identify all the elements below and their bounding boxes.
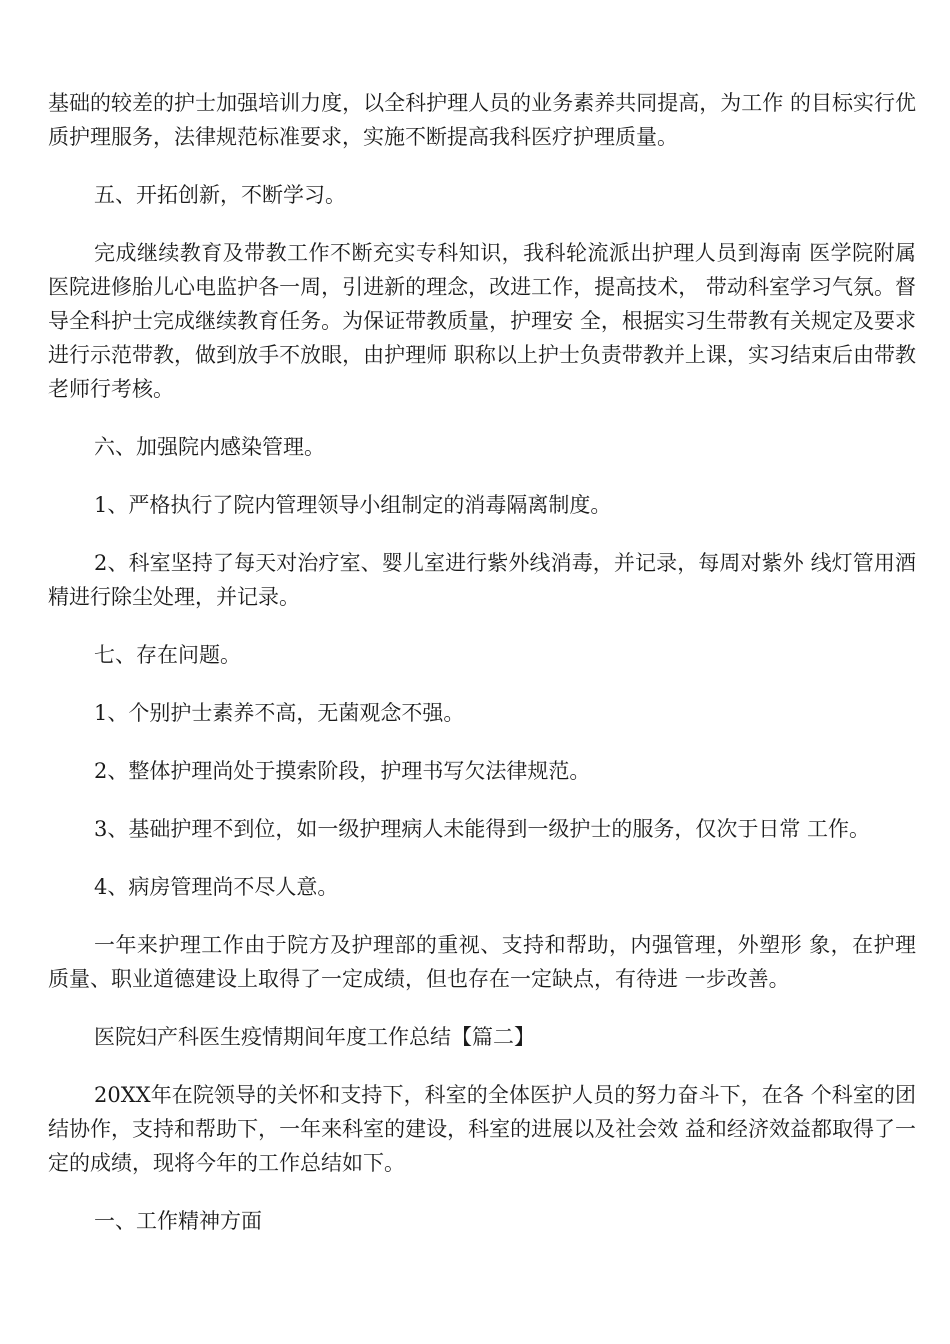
document-page — [48, 86, 916, 1262]
paragraph-continued: 基础的较差的护士加强培训力度，以全科护理人员的业务素养共同提高，为工作 的目标实行优质护理服务，法律规范标准要求，实施不断提高我科医疗护理质量。 — [48, 91, 916, 149]
section-heading-7: 七、存在问题。 — [94, 643, 241, 667]
paragraph-summary: 一年来护理工作由于院方及护理部的重视、支持和帮助，内强管理，外塑形 象，在护理质量、职业道德建设上取得了一定成绩，但也存在一定缺点，有待进 一步改善。 — [48, 933, 916, 991]
list-item: 1、严格执行了院内管理领导小组制定的消毒隔离制度。 — [94, 493, 612, 517]
list-item: 2、整体护理尚处于摸索阶段，护理书写欠法律规范。 — [94, 759, 591, 783]
section-heading-6: 六、加强院内感染管理。 — [94, 435, 325, 459]
article-title: 医院妇产科医生疫情期间年度工作总结【篇二】 — [94, 1025, 535, 1049]
paragraph-education: 完成继续教育及带教工作不断充实专科知识，我科轮流派出护理人员到海南 医学院附属医院进修胎儿心电监护各一周，引进新的理念，改进工作，提高技术， 带动科室学习气氛。督导全科护士完成继续教育任务。为保证带教质量，护理安 全，根据实习生带教有关规定及要求进行示范带教，做到放手不放眼，由护理师 职称以上护士负责带教并上课，实习结束后由带教老师行考核。 — [48, 241, 916, 401]
list-item: 1、个别护士素养不高，无菌观念不强。 — [94, 701, 465, 725]
list-item: 4、病房管理尚不尽人意。 — [94, 875, 339, 899]
section-heading-5: 五、开拓创新，不断学习。 — [94, 183, 346, 207]
paragraph-intro: 20XX年在院领导的关怀和支持下，科室的全体医护人员的努力奋斗下，在各 个科室的团结协作，支持和帮助下，一年来科室的建设，科室的进展以及社会效 益和经济效益都取得了一定的成绩，现将今年的工作总结如下。 — [48, 1083, 916, 1175]
section-heading-1: 一、工作精神方面 — [94, 1209, 262, 1233]
list-item: 3、基础护理不到位，如一级护理病人未能得到一级护士的服务，仅次于日常 工作。 — [94, 817, 871, 841]
list-item: 2、科室坚持了每天对治疗室、婴儿室进行紫外线消毒，并记录，每周对紫外 线灯管用酒精进行除尘处理，并记录。 — [48, 551, 916, 609]
